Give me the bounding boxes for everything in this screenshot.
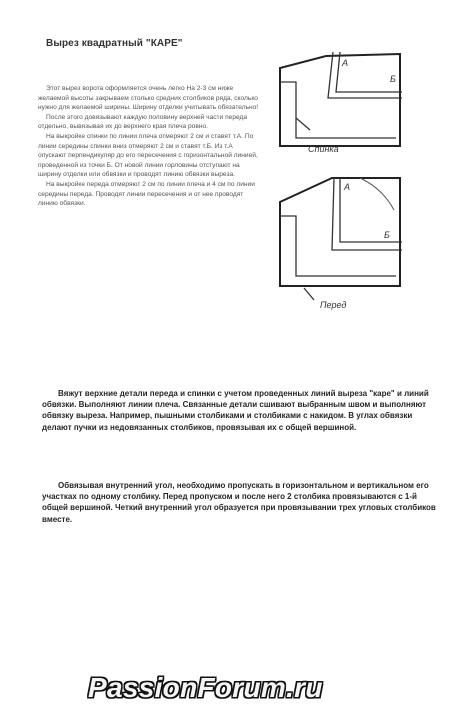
front-yoke-line (280, 216, 396, 276)
body-paragraph-text: Вяжут верхние детали переда и спинки с учетом проведенных линий выреза "каре" и линий обвязки. Выполняют линии плеча. Связанные детали сшивают выбранным швом и выполняют обвязку выреза. Например, пышными столбиками и столбиками с накидом. В углах обвязки делают пучки из недовязанных столбиков, провязывая их с общей вершиной. (42, 389, 429, 432)
body-paragraph-2 (42, 480, 442, 525)
front-pointer-line (304, 288, 314, 300)
intro-text (38, 84, 260, 209)
back-point-b: Б (390, 74, 396, 84)
back-pattern-figure (268, 46, 420, 164)
back-pointer-line (296, 118, 310, 130)
back-point-a: А (342, 58, 349, 68)
front-caption: Перед (320, 300, 347, 310)
back-yoke-line (280, 82, 396, 138)
page-title: Вырез квадратный "КАРЕ" (46, 38, 183, 49)
front-trim-line (332, 178, 402, 250)
back-outline (280, 54, 400, 146)
intro-paragraph: На выкройке спинки по линии плеча отмеряют 2 см и ставят т.А. По линии середины спинки вниз отмеряют 2 см и ставят т.Б. Из т.А опускают перпендикуляр до его пересечения с горизонтальной линией, проведенной из точки Б. От новой линии горловины отступают на ширину отделки или обвязки и проводят линию обвязки выреза. (38, 132, 258, 179)
front-point-a: А (344, 182, 351, 192)
back-caption: Спинка (308, 144, 339, 154)
front-neck-curve (360, 178, 394, 210)
watermark: PassionForum.ru (88, 672, 323, 703)
intro-paragraph: После этого довязывают каждую половину верхней части переда отдельно, вывязывая их до верхнего края плеча ровно. (38, 113, 248, 131)
body-paragraph-text: Обвязывая внутренний угол, необходимо пропускать в горизонтальном и вертикальном его участках по одному столбику. Перед пропуском и после него 2 столбика провязываются с 1-й общей вершиной. Четкий внутренний угол образуется при провязывании трех угловых столбиков вместе. (42, 481, 436, 524)
front-pattern-figure (268, 174, 420, 320)
intro-paragraph: На выкройке переда отмеряют 2 см по линии плеча и 4 см по линии середины переда. Проводят линии пересечения и от нее проводят линию обвязки. (38, 180, 255, 208)
body-paragraph-1 (42, 388, 442, 433)
front-point-b: Б (384, 230, 390, 240)
intro-paragraph: Этот вырез ворота оформляется очень легко На 2-3 см ниже желаемой высоты закрываем столько средних столбиков ряда, сколько нужно для желаемой ширины. Ширину отделки учитывать обязательно! (38, 85, 259, 112)
